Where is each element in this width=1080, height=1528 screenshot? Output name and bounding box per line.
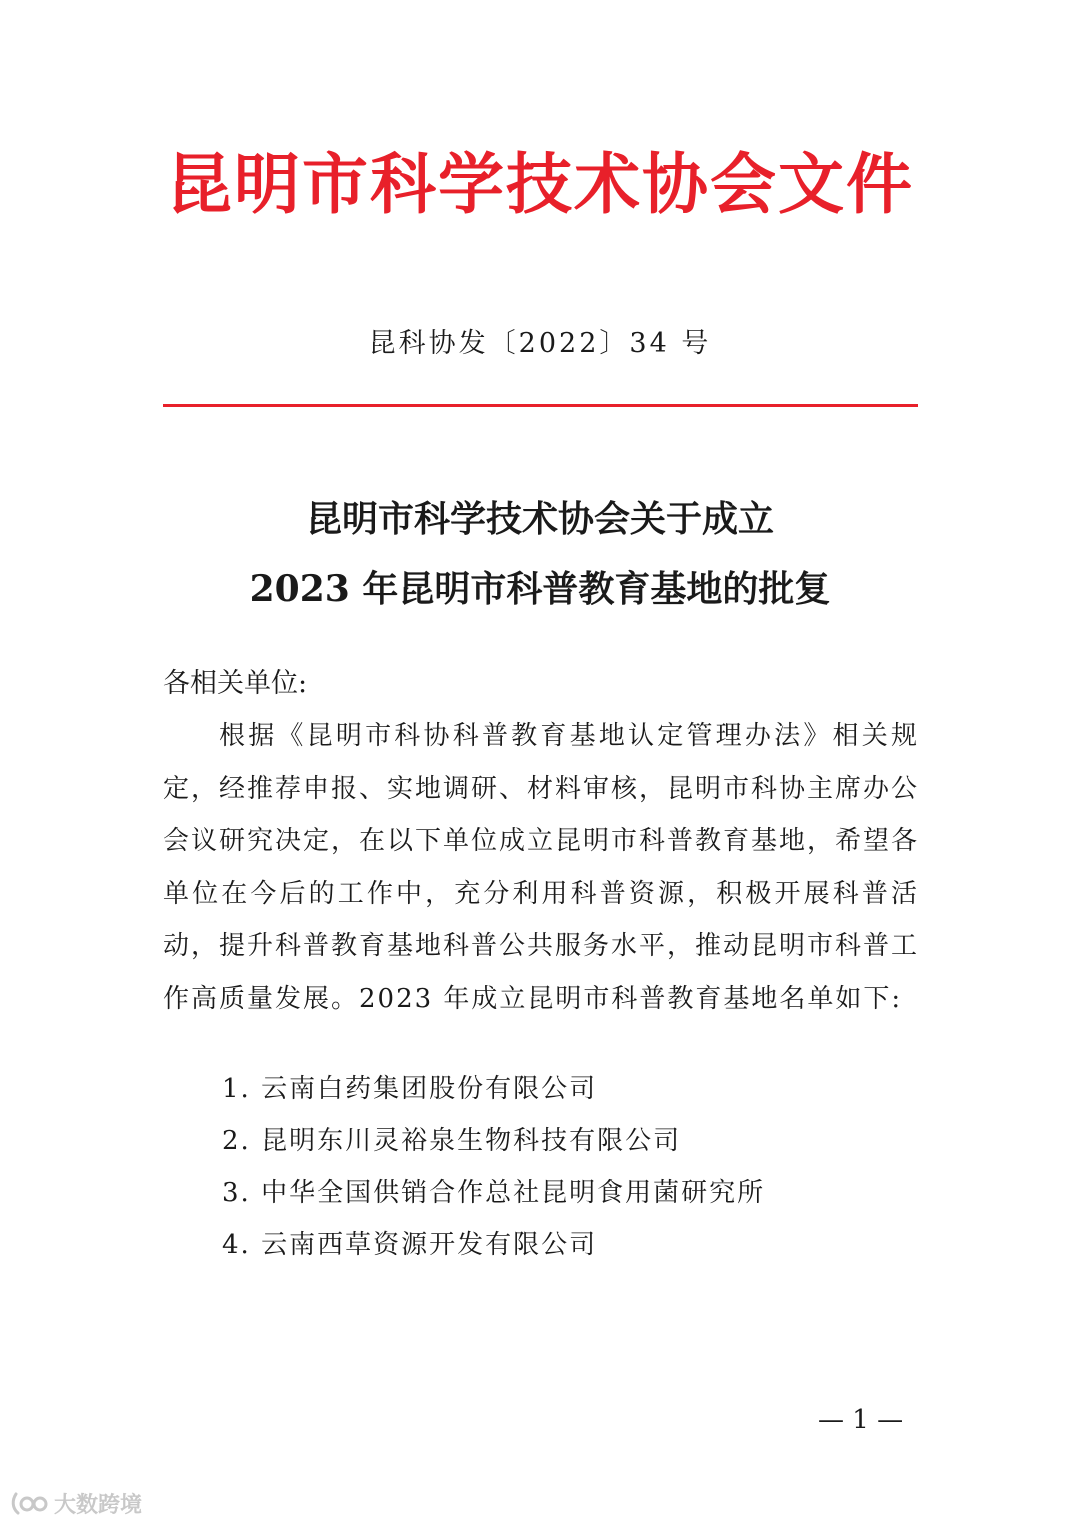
title-line-2: 2023 年昆明市科普教育基地的批复 [249, 568, 831, 610]
red-divider [163, 404, 918, 407]
body-paragraph: 根据《昆明市科协科普教育基地认定管理办法》相关规定，经推荐申报、实地调研、材料审核，昆明市科协主席办公会议研究决定，在以下单位成立昆明市科普教育基地，希望各单位在今后的工作中，充分利用科普资源，积极开展科普活动，提升科普教育基地科普公共服务水平，推动昆明市科普工作高质量发展。2023 年成立昆明市科普教育基地名单如下: [163, 721, 920, 1014]
page-number: — 1 — [818, 1405, 904, 1435]
document-title [0, 484, 1080, 624]
unit-list [222, 1063, 765, 1271]
salutation: 各相关单位: [163, 668, 308, 699]
list-item: 4. 云南西草资源开发有限公司 [222, 1230, 598, 1260]
watermark [10, 1488, 142, 1519]
watermark-text: 大数跨境 [54, 1493, 143, 1518]
list-item: 3. 中华全国供销合作总社昆明食用菌研究所 [222, 1178, 766, 1208]
title-line-1: 昆明市科学技术协会关于成立 [305, 498, 774, 540]
list-item: 2. 昆明东川灵裕泉生物科技有限公司 [222, 1126, 682, 1156]
list-item: 1. 云南白药集团股份有限公司 [222, 1074, 598, 1104]
brand-logo-icon [10, 1490, 50, 1518]
document-number: 昆科协发〔2022〕34 号 [368, 328, 712, 359]
org-title: 昆明市科学技术协会文件 [166, 146, 914, 223]
